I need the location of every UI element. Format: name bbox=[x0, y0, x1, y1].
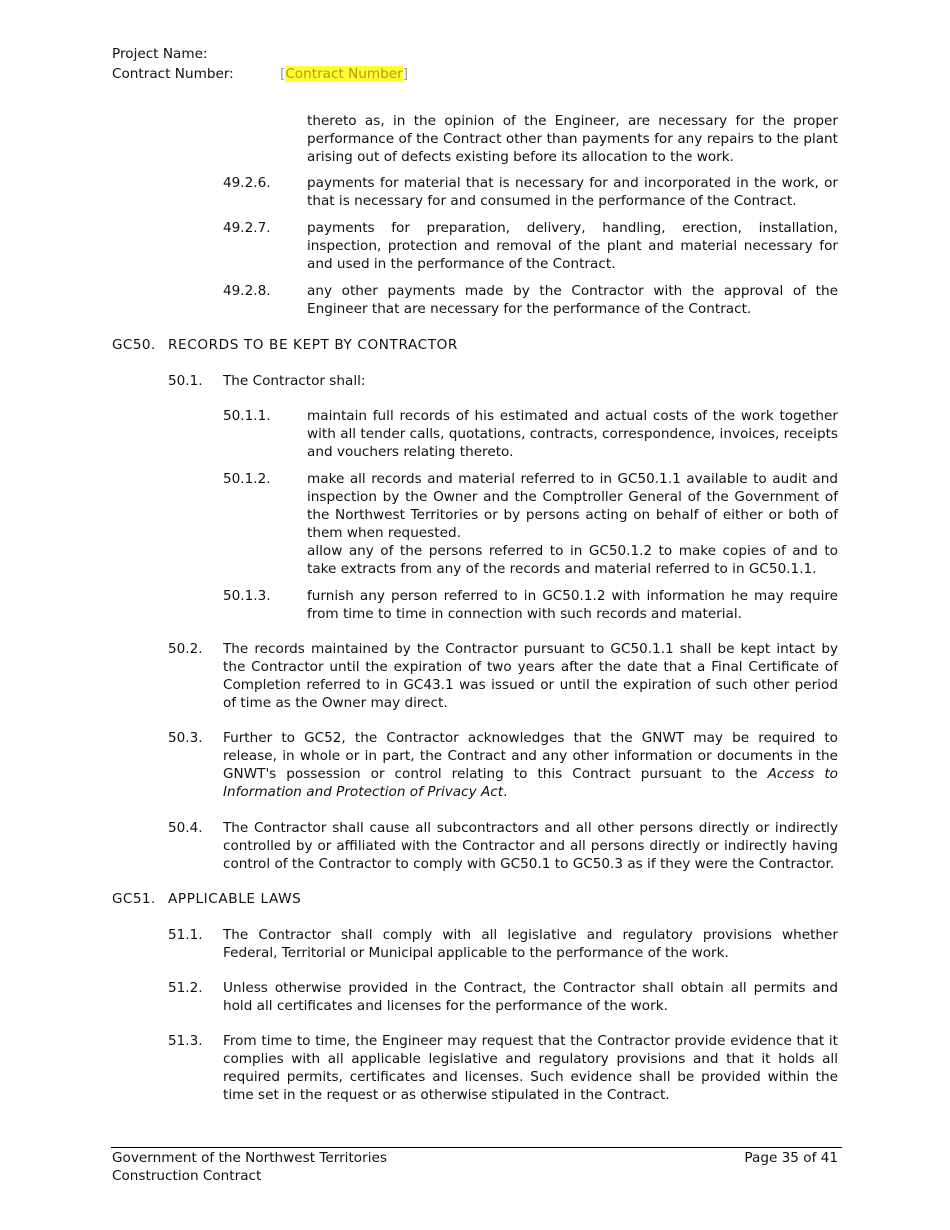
clause-text: payments for preparation, delivery, handling, erection, installation, inspection, protection and removal of the plant and material necessary for and used in the performance of the Contract. bbox=[307, 220, 838, 272]
bracket-close: ] bbox=[402, 66, 409, 82]
clause-text-group bbox=[223, 729, 838, 801]
bracket-open: [ bbox=[280, 66, 286, 82]
contract-number-field[interactable]: Contract Number bbox=[285, 66, 403, 82]
clause-number: 49.2.7. bbox=[223, 220, 271, 236]
project-name-label: Project Name: bbox=[112, 46, 208, 62]
footer-organization: Government of the Northwest Territories bbox=[112, 1150, 387, 1166]
clause-text-end: . bbox=[503, 784, 508, 800]
clause-number: 49.2.6. bbox=[223, 175, 271, 191]
clause-text: any other payments made by the Contractor with the approval of the Engineer that are necessary for the performance of the Contract. bbox=[307, 283, 838, 317]
clause-number: 51.1. bbox=[168, 927, 203, 943]
intro-continuation: thereto as, in the opinion of the Engineer, are necessary for the proper performance of the Contract other than payments for any repairs to the plant arising out of defects existing before its allocation to the work. bbox=[307, 113, 838, 165]
clause-text: Unless otherwise provided in the Contract, the Contractor shall obtain all permits and hold all certificates and licenses for the performance of the work. bbox=[223, 980, 838, 1014]
section-number-gc50: GC50. bbox=[112, 337, 156, 353]
clause-text: make all records and material referred to in GC50.1.1 available to audit and inspection by the Owner and the Comptroller General of the Government of the Northwest Territories or by persons acting on behalf of either or both of them when requested. bbox=[307, 471, 838, 541]
clause-number: 50.2. bbox=[168, 641, 203, 657]
footer-document-type: Construction Contract bbox=[112, 1168, 262, 1184]
clause-text: From time to time, the Engineer may request that the Contractor provide evidence that it complies with all applicable legislative and regulatory provisions and that it holds all required permits, certificates and licenses. Such evidence shall be provided within the time set in the request or as otherwise stipulated in the Contract. bbox=[223, 1033, 838, 1103]
clause-text: The Contractor shall comply with all legislative and regulatory provisions whether Federal, Territorial or Municipal applicable to the performance of the work. bbox=[223, 927, 838, 961]
clause-text: The records maintained by the Contractor pursuant to GC50.1.1 shall be kept intact by the Contractor until the expiration of two years after the date that a Final Certificate of Completion referred to in GC43.1 was issued or until the expiration of such other period of time as the Owner may direct. bbox=[223, 641, 838, 711]
clause-text-group bbox=[307, 470, 838, 578]
clause-number: 50.4. bbox=[168, 820, 203, 836]
section-title-gc51: APPLICABLE LAWS bbox=[168, 891, 302, 907]
clause-number: 50.1.2. bbox=[223, 471, 271, 487]
clause-text: The Contractor shall cause all subcontractors and all other persons directly or indirectly controlled by or affiliated with the Contractor and all persons directly or indirectly having control of the Contractor to comply with GC50.1 to GC50.3 as if they were the Contractor. bbox=[223, 820, 838, 872]
clause-text: The Contractor shall: bbox=[223, 373, 366, 389]
clause-text: Further to GC52, the Contractor acknowledges that the GNWT may be required to release, in whole or in part, the Contract and any other information or documents in the GNWT's possession or control relating to this Contract pursuant to the bbox=[223, 730, 838, 782]
clause-number: 51.2. bbox=[168, 980, 203, 996]
contract-number-label: Contract Number: bbox=[112, 66, 234, 82]
clause-number: 50.1.1. bbox=[223, 408, 271, 424]
clause-number: 50.1.3. bbox=[223, 588, 271, 604]
clause-number: 51.3. bbox=[168, 1033, 203, 1049]
section-number-gc51: GC51. bbox=[112, 891, 156, 907]
section-title-gc50: RECORDS TO BE KEPT BY CONTRACTOR bbox=[168, 337, 458, 353]
footer-left bbox=[112, 1149, 387, 1185]
clause-text: payments for material that is necessary for and incorporated in the work, or that is necessary for and consumed in the performance of the Contract. bbox=[307, 175, 838, 209]
clause-number: 50.1. bbox=[168, 373, 203, 389]
clause-text-continued: allow any of the persons referred to in GC50.1.2 to make copies of and to take extracts from any of the records and material referred to in GC50.1.1. bbox=[307, 543, 838, 577]
project-name-row bbox=[112, 45, 280, 63]
page-number: Page 35 of 41 bbox=[744, 1150, 838, 1166]
clause-number: 49.2.8. bbox=[223, 283, 271, 299]
contract-number-row bbox=[112, 65, 408, 83]
clause-text: furnish any person referred to in GC50.1.2 with information he may require from time to time in connection with such records and material. bbox=[307, 588, 838, 622]
clause-number: 50.3. bbox=[168, 730, 203, 746]
clause-text: maintain full records of his estimated and actual costs of the work together with all tender calls, quotations, contracts, correspondence, invoices, receipts and vouchers relating thereto. bbox=[307, 408, 838, 460]
footer-rule bbox=[111, 1147, 842, 1148]
act-title: Access to Information and Protection of Privacy Act bbox=[223, 766, 838, 800]
